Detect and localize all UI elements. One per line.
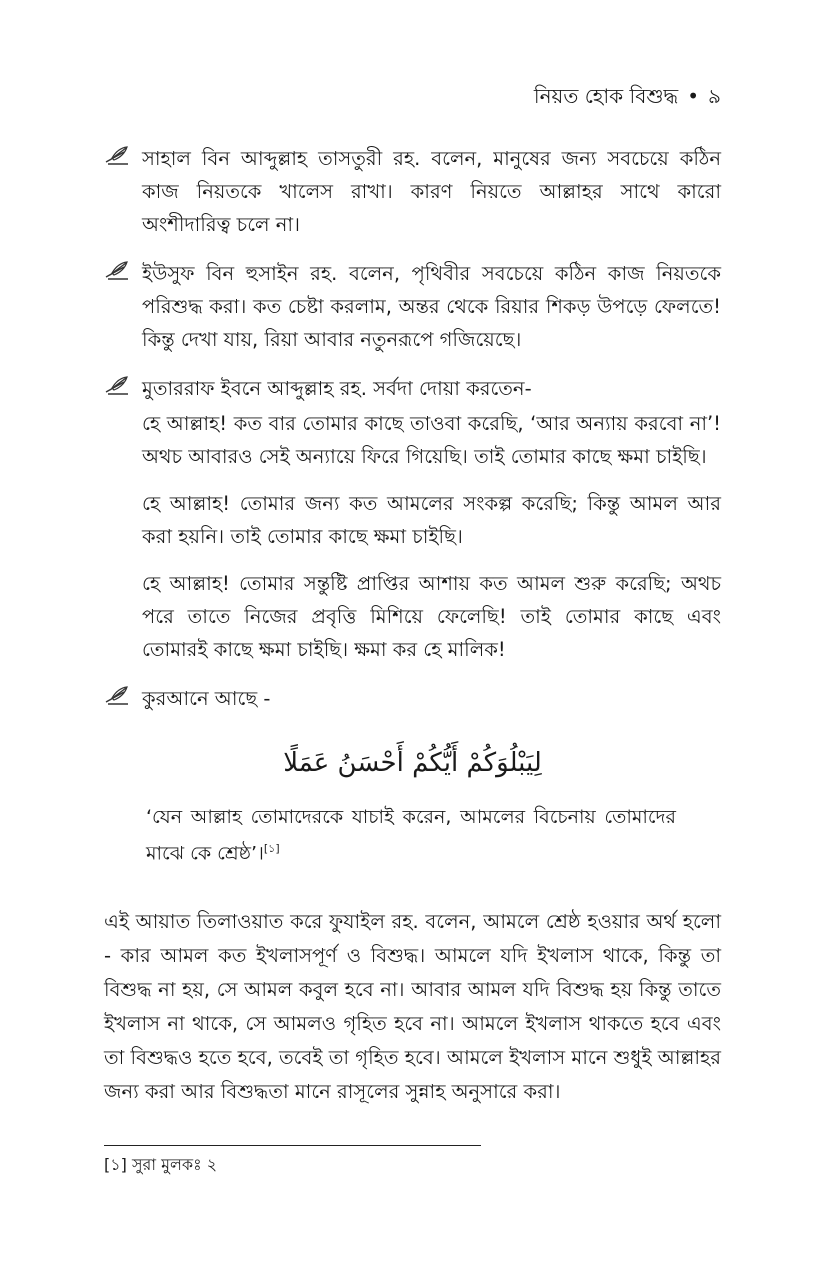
quote-text: কুরআনে আছে - [142, 687, 271, 710]
dua-paragraph: হে আল্লাহ! কত বার তোমার কাছে তাওবা করেছি, ‘আর অন্যায় করবো না’! অথচ আবারও সেই অন্যায়ে ফিরে গিয়েছি। তাই তোমার কাছে ক্ষমা চাইছি। [142, 412, 721, 468]
footnote [104, 1152, 217, 1179]
chapter-title: নিয়ত হোক বিশুদ্ধ [533, 84, 679, 108]
footnote-text: সুরা মুলকঃ ২ [131, 1155, 218, 1174]
running-header [534, 82, 721, 115]
footnote-divider [104, 1145, 481, 1146]
page-number: ৯ [708, 84, 721, 108]
quote-item [104, 372, 721, 666]
quote-item [104, 142, 721, 241]
quill-bullet-icon [104, 374, 130, 396]
quran-verse-arabic: لِيَبْلُوَكُمْ أَيُّكُمْ أَحْسَنُ عَمَلًا [283, 748, 542, 778]
translation-text: ‘যেন আল্লাহ তোমাদেরকে যাচাই করেন, আমলের বিচেনায় তোমাদের মাঝে কে শ্রেষ্ঠ’। [146, 806, 676, 865]
quote-intro: মুতাররাফ ইবনে আব্দুল্লাহ রহ. সর্বদা দোয়া করতেন- [142, 377, 532, 400]
quote-item [104, 257, 721, 356]
footnote-marker: [১] [104, 1155, 127, 1174]
quote-text: ইউসুফ বিন হুসাইন রহ. বলেন, পৃথিবীর সবচেয়ে কঠিন কাজ নিয়তকে পরিশুদ্ধ করা। কত চেষ্টা করলাম, অন্তর থেকে রিয়ার শিকড় উপড়ে ফেলতে! কিন্তু দেখা যায়, রিয়া আবার নতুনরূপে গজিয়েছে। [142, 262, 721, 351]
body-paragraph: এই আয়াত তিলাওয়াত করে ফুযাইল রহ. বলেন, আমলে শ্রেষ্ঠ হওয়ার অর্থ হলো - কার আমল কত ইখলাসপূর্ণ ও বিশুদ্ধ। আমলে যদি ইখলাস থাকে, কিন্তু তা বিশুদ্ধ না হয়, সে আমল কবুল হবে না। আবার আমল যদি বিশুদ্ধ হয় কিন্তু তাতে ইখলাস না থাকে, সে আমলও গৃহিত হবে না। আমলে ইখলাস থাকতে হবে এবং তা বিশুদ্ধও হতে হবে, তবেই তা গৃহিত হবে। আমলে ইখলাস মানে শুধুই আল্লাহর জন্য করা আর বিশুদ্ধতা মানে রাসূলের সুন্নাহ অনুসারে করা। [104, 910, 721, 1104]
quote-text: সাহাল বিন আব্দুল্লাহ তাসতুরী রহ. বলেন, মানুষের জন্য সবচেয়ে কঠিন কাজ নিয়তকে খালেস রাখা। কারণ নিয়তে আল্লাহর সাথে কারো অংশীদারিত্ব চলে না। [142, 147, 721, 236]
quill-bullet-icon [104, 684, 130, 706]
header-separator: • [687, 84, 700, 108]
quill-bullet-icon [104, 144, 130, 166]
quote-item [104, 682, 721, 715]
dua-paragraph: হে আল্লাহ! তোমার সন্তুষ্টি প্রাপ্তির আশায় কত আমল শুরু করেছি; অথচ পরে তাতে নিজের প্রবৃত্তি মিশিয়ে ফেলেছি! তাই তোমার কাছে এবং তোমারই কাছে ক্ষমা চাইছি। ক্ষমা কর হে মালিক! [142, 572, 721, 661]
page-body [104, 142, 721, 1129]
quran-translation [146, 801, 676, 869]
footnote-reference[interactable]: [১] [263, 842, 280, 855]
dua-paragraph: হে আল্লাহ! তোমার জন্য কত আমলের সংকল্প করেছি; কিন্তু আমল আর করা হয়নি। তাই তোমার কাছে ক্ষমা চাইছি। [142, 492, 721, 548]
quill-bullet-icon [104, 259, 130, 281]
